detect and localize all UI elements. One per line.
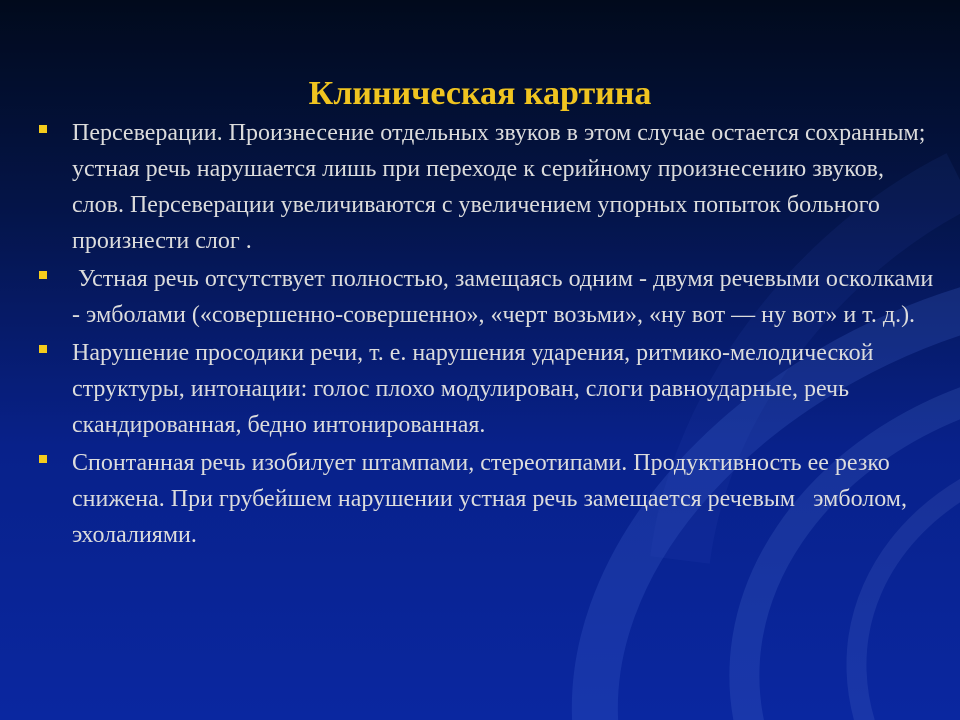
bullet-item [36, 115, 936, 259]
bullet-list [36, 115, 940, 555]
bullet-text: Нарушение просодики речи, т. е. нарушения ударения, ритмико-мелодической структуры, интонации: голос плохо модулирован, слоги равноударные, речь скандированная, бедно интонированная. [72, 340, 880, 438]
bullet-text: Устная речь отсутствует полностью, замещаясь одним - двумя речевыми осколками - эмболами («совершенно-совершенно», «черт возьми», «ну вот — ну вот» и т. д.). [72, 266, 940, 328]
bullet-item [36, 261, 940, 333]
bullet-item [36, 445, 936, 553]
square-bullet-icon [39, 271, 47, 279]
square-bullet-icon [39, 125, 47, 133]
bullet-item [36, 335, 936, 443]
bullet-text: Спонтанная речь изобилует штампами, стереотипами. Продуктивность ее резко снижена. При грубейшем нарушении устная речь замещается речевым эмболом, эхолалиями. [72, 450, 925, 548]
bullet-text: Персеверации. Произнесение отдельных звуков в этом случае остается сохранным; устная речь нарушается лишь при переходе к серийному произнесению звуков, слов. Персеверации увеличиваются с увеличением упорных попыток больного произнести слог . [72, 120, 932, 254]
square-bullet-icon [39, 345, 47, 353]
square-bullet-icon [39, 455, 47, 463]
slide-title: Клиническая картина [308, 74, 652, 112]
